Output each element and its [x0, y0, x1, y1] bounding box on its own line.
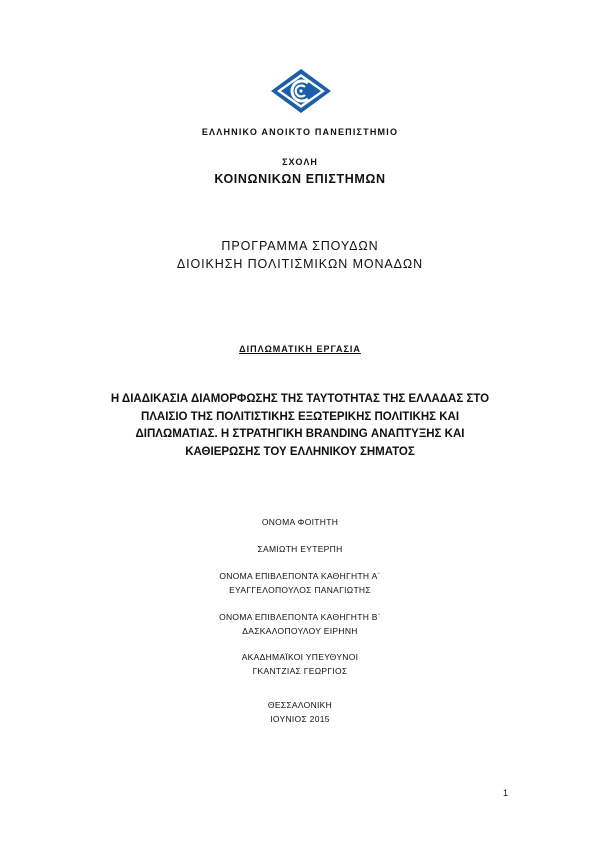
- thesis-label: ΔΙΠΛΩΜΑΤΙΚΗ ΕΡΓΑΣΙΑ: [239, 344, 361, 354]
- supervisor-b-name: ΔΑΣΚΑΛΟΠΟΥΛΟΥ ΕΙΡΗΝΗ: [242, 626, 358, 636]
- university-name: ΕΛΛΗΝΙΚΟ ΑΝΟΙΚΤΟ ΠΑΝΕΠΙΣΤΗΜΙΟ: [201, 127, 399, 137]
- date: ΙΟΥΝΙΟΣ 2015: [270, 714, 330, 724]
- academic-name: ΓΚΑΝΤΖΙΑΣ ΓΕΩΡΓΙΟΣ: [252, 666, 348, 676]
- thesis-title-line: ΠΛΑΙΣΙΟ ΤΗΣ ΠΟΛΙΤΙΣΤΙΚΗΣ ΕΞΩΤΕΡΙΚΗΣ ΠΟΛΙΤΙΚΗΣ ΚΑΙ: [140, 410, 460, 423]
- program-name: ΔΙΟΙΚΗΣΗ ΠΟΛΙΤΙΣΜΙΚΩΝ ΜΟΝΑΔΩΝ: [176, 257, 424, 271]
- academic-label: ΑΚΑΔΗΜΑΪΚΟΙ ΥΠΕΥΘΥΝΟΙ: [241, 652, 359, 662]
- supervisor-a-name: ΕΥΑΓΓΕΛΟΠΟΥΛΟΣ ΠΑΝΑΓΙΩΤΗΣ: [229, 585, 371, 595]
- thesis-title-line: Η ΔΙΑΔΙΚΑΣΙΑ ΔΙΑΜΟΡΦΩΣΗΣ ΤΗΣ ΤΑΥΤΟΤΗΤΑΣ ΤΗΣ ΕΛΛΑΔΑΣ ΣΤΟ: [110, 393, 490, 405]
- school-name: ΚΟΙΝΩΝΙΚΩΝ ΕΠΙΣΤΗΜΩΝ: [214, 172, 386, 186]
- thesis-title-line: ΔΙΠΛΩΜΑΤΙΑΣ. Η ΣΤΡΑΤΗΓΙΚΗ BRANDING ΑΝΑΠΤΥΞΗΣ ΚΑΙ: [135, 428, 465, 440]
- thesis-title-line: ΚΑΘΙΕΡΩΣΗΣ ΤΟΥ ΕΛΛΗΝΙΚΟΥ ΣΗΜΑΤΟΣ: [185, 445, 415, 458]
- student-label: ΟΝΟΜΑ ΦΟΙΤΗΤΗ: [261, 517, 339, 527]
- university-seal-icon: [270, 68, 332, 114]
- thesis-title: [80, 391, 520, 461]
- city: ΘΕΣΣΑΛΟΝΙΚΗ: [267, 700, 333, 710]
- page-number: 1: [503, 788, 509, 798]
- supervisor-b-label: ΟΝΟΜΑ ΕΠΙΒΛΕΠΟΝΤΑ ΚΑΘΗΓΗΤΗ Β΄: [219, 612, 381, 622]
- student-name: ΣΑΜΙΩΤΗ ΕΥΤΕΡΠΗ: [257, 544, 343, 554]
- supervisor-a-label: ΟΝΟΜΑ ΕΠΙΒΛΕΠΟΝΤΑ ΚΑΘΗΓΗΤΗ Α΄: [219, 571, 381, 581]
- program-label: ΠΡΟΓΡΑΜΜΑ ΣΠΟΥΔΩΝ: [221, 239, 379, 253]
- school-label: ΣΧΟΛΗ: [282, 157, 318, 167]
